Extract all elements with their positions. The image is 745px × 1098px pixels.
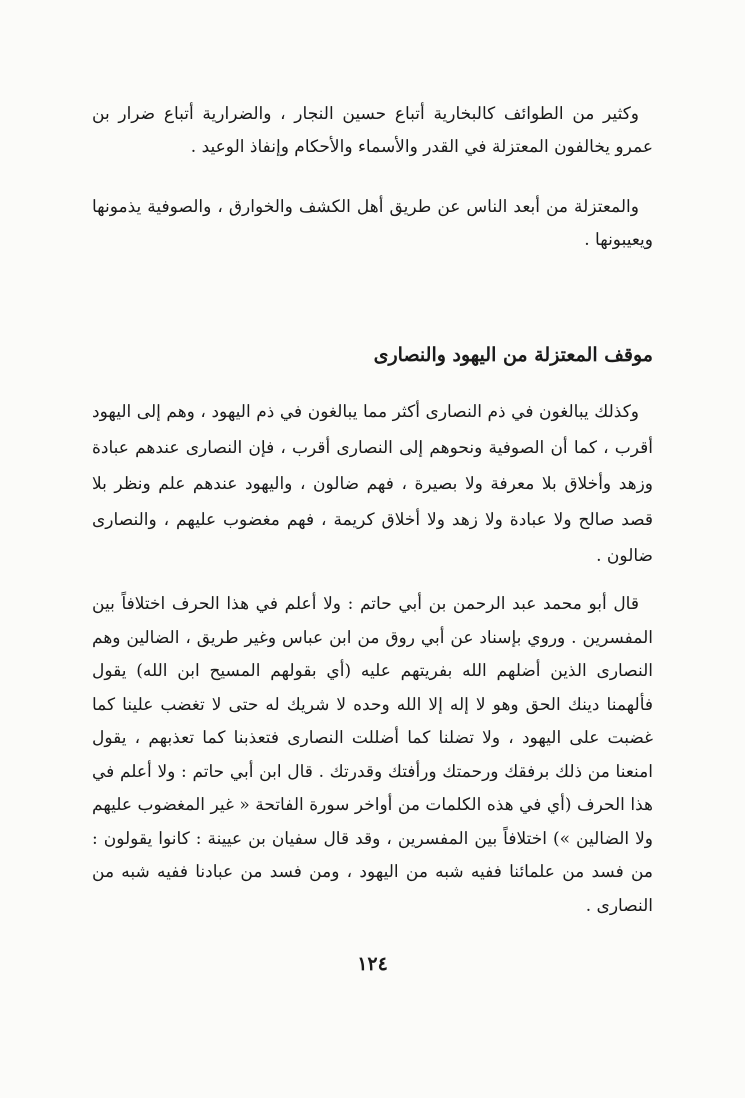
paragraph-mutazila-sufis — [92, 191, 653, 257]
page-number: ١٢٤ — [357, 953, 388, 975]
section-heading: موقف المعتزلة من اليهود والنصارى — [373, 344, 653, 366]
paragraph-ibn-abi-hatim — [92, 588, 653, 923]
paragraph-text: قال أبو محمد عبد الرحمن بن أبي حاتم : ولا أعلم في هذا الحرف اختلافاً بين المفسرين . وروي بإسناد عن أبي روق من ابن عباس وغير طريق ، الضالين وهم النصارى الذين أضلهم الله بفريتهم عليه (أي بقولهم المسيح ابن الله) يقول فألهمنا دينك الحق وهو لا إله إلا الله وحده لا شريك له حتى لا تغضب علينا كما غضبت على اليهود ، ولا تضلنا كما أضللت النصارى فتعذبنا كما تعذبهم ، يقول امنعنا من ذلك برفقك ورحمتك ورأفتك وقدرتك . قال ابن أبي حاتم : ولا أعلم في هذا الحرف (أي في هذه الكلمات من أواخر سورة الفاتحة « غير المغضوب عليهم ولا الضالين ») اختلافاً بين المفسرين ، وقد قال سفيان بن عيينة : كانوا يقولون : من فسد من علمائنا ففيه شبه من اليهود ، ومن فسد من عبادنا ففيه شبه من النصارى . — [92, 594, 653, 916]
paragraph-text: والمعتزلة من أبعد الناس عن طريق أهل الكشف والخوارق ، والصوفية يذمونها ويعيبونها . — [92, 197, 653, 250]
paragraph-text: وكثير من الطوائف كالبخارية أتباع حسين النجار ، والضرارية أتباع ضرار بن عمرو يخالفون المعتزلة في القدر والأسماء والأحكام وإنفاذ الوعيد . — [92, 104, 653, 157]
paragraph-text: وكذلك يبالغون في ذم النصارى أكثر مما يبالغون في ذم اليهود ، وهم إلى اليهود أقرب ، كما أن الصوفية ونحوهم إلى النصارى أقرب ، فإن النصارى عندهم عبادة وزهد وأخلاق بلا معرفة ولا بصيرة ، فهم ضالون ، واليهود عندهم علم ونظر بلا قصد صالح ولا عبادة ولا زهد ولا أخلاق كريمة ، فهم مغضوب عليهم ، والنصارى ضالون . — [92, 402, 653, 566]
paragraph-jews-christians — [92, 394, 653, 574]
paragraph-sects — [92, 98, 653, 164]
book-page — [92, 0, 653, 1098]
